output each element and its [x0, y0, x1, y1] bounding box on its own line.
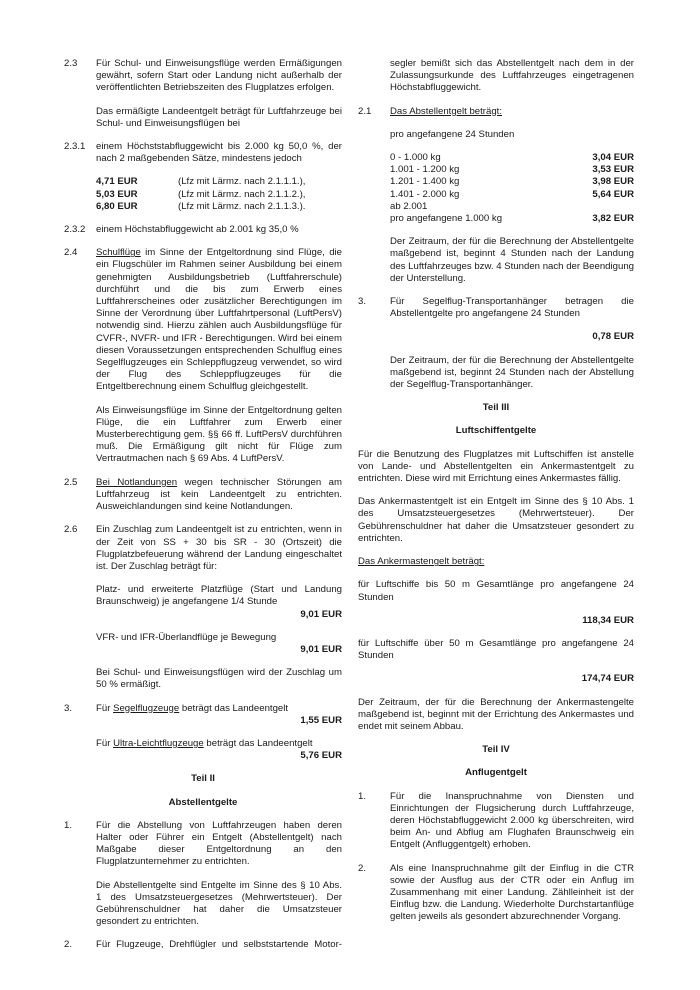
section-number: 2.3.2 — [64, 224, 86, 236]
section-2-3 — [64, 58, 342, 130]
fee-desc: (Lfz mit Lärmz. nach 2.1.1.3.). — [178, 200, 306, 212]
continued-text: segler bemißt sich das Abstellentgelt nach dem in der Zulassungsurkunde des Luftfahrzeuges eingetragenen Höchstabfluggewicht. — [390, 58, 634, 94]
fee-amount: 9,01 EUR — [300, 643, 342, 655]
section-text: Die Abstellentgelte sind Entgelte im Sinne des § 10 Abs. 1 des Umsatzsteuergesetzes (Mehrwertsteuer). Der Gebührenschuldner hat daher die Umsatzsteuer gesondert zu entrichten. — [96, 879, 342, 928]
section-number: 1. — [64, 819, 73, 831]
underlined-heading: Das Abstellentgelt beträgt: — [390, 105, 502, 117]
part-heading: Teil IV — [482, 744, 510, 756]
part-title: Luftschiffentgelte — [455, 425, 537, 437]
section-text: Für Flugzeuge, Drehflügler und selbststartende Motor- — [96, 939, 342, 951]
section-2-3-1 — [64, 141, 342, 213]
section-text: einem Höchststabfluggewicht bis 2.000 kg 50,0 %, der nach 2 maßgebenden Sätze, mindestens jedoch — [96, 141, 342, 165]
section-text: Für die Inanspruchnahme von Diensten und Einrichtungen der Flugsicherung durch Luftfahrzeuge, deren Höchstabfluggewicht 2.000 kg überschreiten, wird beim An- und Abflug am Flughafen Braunschweig ein Entgelt (Anfluggentgelt) erhoben. — [390, 790, 634, 851]
section-text: Bei Schul- und Einweisungsflügen wird der Zuschlag um 50 % ermäßigt. — [96, 667, 342, 691]
part-heading: Teil III — [482, 402, 510, 414]
weight-range: 1.401 - 2.000 kg — [390, 188, 460, 200]
fee-amount: 5,76 EUR — [300, 750, 342, 762]
section-number: 2.6 — [64, 524, 78, 536]
underlined-term: Segelflugzeuge — [113, 702, 180, 714]
section-text: Ein Zuschlag zum Landeentgelt ist zu entrichten, wenn in der Zeit von SS + 30 bis SR - 30 (Ortszeit) die Flugplatzbefeuerung während der Landung eingeschaltet ist. Der Zuschlag beträgt für: — [96, 524, 342, 572]
fee-description: Platz- und erweiterte Platzflüge (Start und Landung Braunschweig) je angefangene 1/4 Stunde — [96, 584, 342, 608]
fee-amount: 174,74 EUR — [581, 673, 634, 685]
fee-amount: 5,03 EUR — [96, 188, 138, 200]
part-title: Anflugentgelt — [465, 767, 527, 779]
paragraph: Für die Benutzung des Flugplatzes mit Luftschiffen ist anstelle von Lande- und Abstellentgelten ein Ankermastentgelt zu entrichten. Diese wird mit Errichtung eines Ankermastes fällig. — [358, 448, 634, 485]
section-text: Für — [96, 702, 114, 714]
section-number: 2.3 — [64, 58, 78, 69]
weight-price: 3,98 EUR — [592, 176, 634, 188]
section-1 — [64, 820, 342, 929]
section-number: 3. — [64, 702, 73, 714]
weight-range: 0 - 1.000 kg — [390, 152, 441, 164]
section-text: Als eine Inanspruchnahme gilt der Einflug in die CTR sowie der Ausflug aus der CTR oder ein Anflug im Zusammenhang mit einer Landung. Zählleinheit ist der Einflug bzw. die Landung. Wiederholte Durchstartanflüge gelten jeweils als gesondert abzurechnender Vorgang. — [390, 862, 634, 923]
part-title: Abstellentgelte — [168, 796, 238, 808]
fee-description: für Luftschiffe über 50 m Gesamtlänge pro angefangene 24 Stunden — [358, 637, 634, 662]
fee-desc: (Lfz mit Lärmz. nach 2.1.1.1.), — [178, 176, 306, 188]
section-2-3-2 — [64, 224, 342, 236]
section-2-4 — [64, 247, 342, 465]
weight-price: 3,53 EUR — [592, 164, 634, 176]
section-text: beträgt das Landeentgelt — [179, 702, 289, 714]
section-text: beträgt das Landeentgelt — [203, 737, 313, 749]
section-number: 3. — [358, 296, 367, 308]
fee-desc: (Lfz mit Lärmz. nach 2.1.1.2.), — [178, 188, 306, 200]
section-number: 2. — [64, 939, 73, 951]
section-1-right — [358, 791, 634, 852]
right-column — [358, 58, 634, 935]
section-text: wegen technischer Störungen am Luftfahrzeug ist kein Landeentgelt zu entrichten. Ausweichlandungen sind keine Notlandungen. — [96, 476, 343, 513]
section-3 — [64, 703, 342, 763]
underlined-term: Schulflüge — [96, 247, 141, 259]
section-number: 2.4 — [64, 247, 78, 259]
weight-range: 1.201 - 1.400 kg — [390, 176, 460, 188]
section-2-6 — [64, 524, 342, 691]
section-number: 2.5 — [64, 476, 78, 488]
weight-range: pro angefangene 1.000 kg — [390, 213, 503, 225]
section-text: pro angefangene 24 Stunden — [390, 128, 515, 140]
weight-range: 1.001 - 1.200 kg — [390, 164, 460, 176]
section-2-right — [358, 863, 634, 924]
section-text: einem Höchstabfluggewicht ab 2.001 kg 35,0 % — [96, 224, 299, 236]
section-number: 2. — [358, 862, 367, 874]
section-2-1 — [358, 106, 634, 285]
section-text: Der Zeitraum, der für die Berechnung der Abstellentgelte maßgebend ist, beginnt 24 Stunden nach der Abstellung der Segelflug-Transportanhänger. — [390, 354, 634, 391]
section-text: Das ermäßigte Landeentgelt beträgt für Luftfahrzeuge bei Schul- und Einweisungsflügen bei — [96, 105, 342, 129]
section-text: Als Einweisungsflüge im Sinne der Entgeltordnung gelten Flüge, die ein Luftfahrer zum Erwerb einer Musterberechtigung gem. §§ 66 ff. LuftPersV durchführen muß. Die Ermäßigung gilt nicht für Flüge zum Vertrautmachen nach § 69 Abs. 4 LuftPersV. — [96, 404, 342, 465]
section-text: Für Segelflug-Transportanhänger betragen die Abstellentgelte pro angefangene 24 Stunden — [390, 296, 634, 320]
section-number: 2.3.1 — [64, 141, 86, 153]
underlined-term: Bei Notlandungen — [96, 476, 178, 488]
part-heading: Teil II — [191, 773, 215, 785]
paragraph: Der Zeitraum, der für die Berechnung der Ankermastengelte maßgebend ist, beginnt mit der Errichtung des Ankermastes und endet mit seinem Abbau. — [358, 696, 634, 732]
section-number: 1. — [358, 790, 367, 802]
section-number: 2.1 — [358, 105, 372, 117]
section-text: im Sinne der Entgeltordnung sind Flüge, die ein Flugschüler im Rahmen seiner Ausbildung bei einem genehmigten Ausbildungsbetrieb (Luftfahrerschule) durchführt und die bis zum Erwerb eines Luftfahrerscheines oder zusätzlicher Berechtigungen im Sinne der Verordnung über Luftfahrtpersonal (LuftPersV) notwendig sind. Hierzu zählen auch Ausbildungsflüge für CVFR-, NVFR- und IFR - Berechtigungen. Wird bei einem diesen Voraussetzungen entsprechenden Schulflug eines Segelflugzeuges ein Schleppflugzeug verwendet, so wird der Flug des Schleppflugzeuges für die Entgeltberechnung einem Schulflug gleichgestellt. — [96, 247, 342, 393]
fee-amount: 9,01 EUR — [300, 608, 342, 620]
fee-description: VFR- und IFR-Überlandflüge je Bewegung — [96, 631, 277, 643]
fee-amount: 4,71 EUR — [96, 176, 138, 188]
section-3-right — [358, 296, 634, 391]
underlined-heading: Das Ankermastengelt beträgt: — [358, 556, 485, 568]
paragraph: Das Ankermastentgelt ist ein Entgelt im Sinne des § 10 Abs. 1 des Umsatzsteuergesetzes (Mehrwertsteuer). Der Gebührenschuldner hat daher die Umsatzsteuer gesondert zu entrichten. — [358, 496, 634, 544]
section-text: Für Schul- und Einweisungsflüge werden Ermäßigungen gewährt, sofern Start oder Landung nicht außerhalb der veröffentlichten Betriebszeiten des Flugplatzes erfolgen. — [96, 58, 342, 94]
weight-price: 5,64 EUR — [592, 188, 634, 200]
section-2 — [64, 939, 342, 951]
weight-price: 3,82 EUR — [592, 213, 634, 225]
weight-price: 3,04 EUR — [592, 152, 634, 164]
underlined-term: Ultra-Leichtflugzeuge — [113, 737, 204, 749]
section-text: Für — [96, 737, 114, 749]
section-2-5 — [64, 477, 342, 514]
fee-amount: 0,78 EUR — [592, 331, 634, 343]
section-text: Der Zeitraum, der für die Berechnung der Abstellentgelte maßgebend ist, beginnt 4 Stunden nach der Landung des Luftfahrzeuges bzw. 4 Stunden nach der Beendigung der Unterstellung. — [390, 236, 634, 284]
left-column — [64, 58, 342, 963]
fee-amount: 6,80 EUR — [96, 200, 138, 212]
weight-fee-table — [390, 152, 634, 225]
weight-range: ab 2.001 — [390, 200, 428, 212]
section-text: Für die Abstellung von Luftfahrzeugen haben deren Halter oder Führer ein Entgelt (Abstellentgelt) nach Maßgabe dieser Entgeltordnung an den Flugplatzunternehmer zu entrichten. — [96, 819, 342, 868]
fee-description: für Luftschiffe bis 50 m Gesamtlänge pro angefangene 24 Stunden — [358, 579, 634, 603]
fee-amount: 1,55 EUR — [300, 714, 342, 726]
weight-price — [592, 201, 634, 213]
fee-amount: 118,34 EUR — [582, 614, 634, 626]
noise-fee-table — [96, 176, 342, 213]
